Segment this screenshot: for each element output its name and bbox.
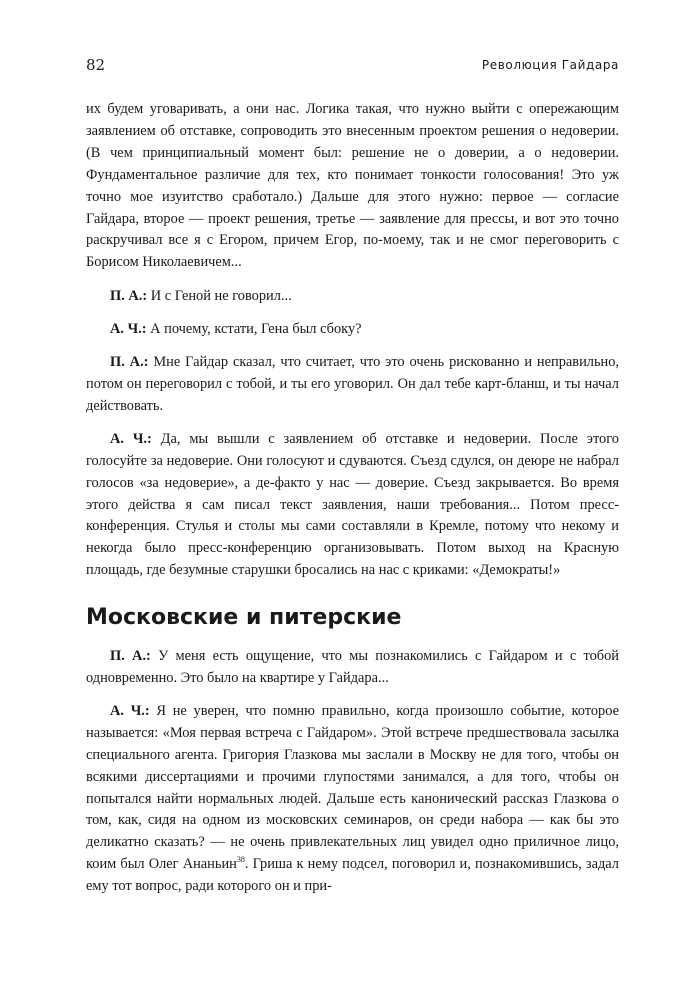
page-number: 82	[86, 56, 106, 74]
paragraph-text: И с Геной не говорил...	[147, 288, 292, 305]
speaker-label: А. Ч.:	[110, 321, 147, 338]
dialogue-paragraph	[86, 429, 619, 582]
paragraph-text: А почему, кстати, Гена был сбоку?	[146, 321, 362, 338]
speaker-label: П. А.:	[110, 648, 151, 665]
paragraph-text: их будем уговаривать, а они нас. Логика такая, что нужно выйти с опережающим заявлением об отставке, сопроводить это внесенным проектом решения о недоверии. (В чем принципиальный момент был: решение не о доверии, а о недоверии. Фундаментальное различие для тех, кто понимает тонкости голосования! Это уж точно мое изуитство сработало.) Дальше для этого нужно: первое — согласие Гайдара, второе — проект решения, третье — заявление для прессы, и вот это точно раскручивал все я с Егором, причем Егор, по-моему, так и не смог переговорить с Борисом Николаевичем...	[86, 101, 619, 271]
section-heading: Московские и питерские	[86, 605, 402, 631]
dialogue-paragraph	[86, 646, 619, 690]
dialogue-paragraph	[86, 286, 619, 308]
speaker-label: П. А.:	[110, 354, 149, 371]
paragraph-text: Я не уверен, что помню правильно, когда произошло событие, которое называется: «Моя первая встреча с Гайдаром». Этой встрече предшествовала засылка специального агента. Григория Глазкова мы заслали в Москву не для того, чтобы он всякими диссертациями и прочими глупостями занимался, а для того, чтобы он попытался найти нормальных людей. Дальше есть канонический рассказ Глазкова о том, как, сидя на одном из московских семинаров, он среди набора — как бы это деликатно сказать? — не очень привлекательных лиц увидел одно приличное лицо, коим был Олег Ананьин	[86, 702, 619, 873]
paragraph-text: Да, мы вышли с заявлением об отставке и недоверии. После этого голосуйте за недоверие. Они голосуют и сдуваются. Съезд сдулся, он деюре не набрал голосов «за недоверие», а де-факто у нас — доверие. Съезд закрывается. Во время этого действа я сам писал текст заявления, наши требования... Потом пресс-конференция. Стулья и столы мы сами составляли в Кремле, потому что некому и некогда было пресс-конференцию организовывать. Потом выход на Красную площадь, где безумные старушки бросались на нас с криками: «Демократы!»	[86, 430, 619, 579]
dialogue-paragraph	[86, 352, 619, 418]
paragraph-text-continued: . Гриша к нему подсел, поговорил и, познакомившись, задал ему тот вопрос, ради которого он и при-	[86, 856, 619, 895]
footnote-marker[interactable]: 38	[236, 855, 245, 865]
dialogue-paragraph	[86, 701, 619, 898]
paragraph-text: У меня есть ощущение, что мы познакомились с Гайдаром и с тобой одновременно. Это было на квартире у Гайдара...	[86, 648, 620, 687]
dialogue-paragraph	[86, 319, 619, 341]
speaker-label: А. Ч.:	[110, 702, 150, 719]
speaker-label: П. А.:	[110, 288, 148, 305]
page-body	[86, 99, 619, 909]
paragraph	[86, 99, 619, 274]
page-header	[86, 56, 619, 76]
speaker-label: А. Ч.:	[110, 430, 152, 447]
running-title: Революция Гайдара	[481, 58, 619, 72]
paragraph-text: Мне Гайдар сказал, что считает, что это очень рискованно и неправильно, потом он переговорил с тобой, и ты его уговорил. Он дал тебе карт-бланш, и ты начал действовать.	[86, 354, 620, 414]
